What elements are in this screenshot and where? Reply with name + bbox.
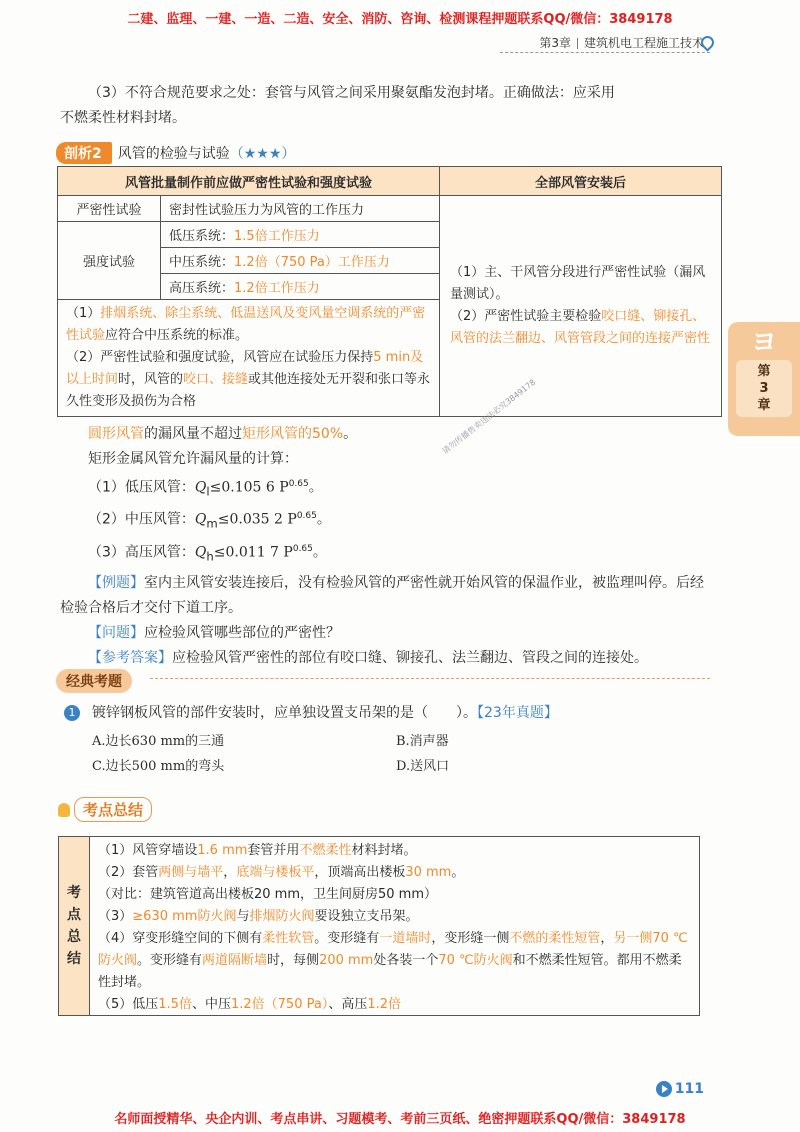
question-stem: 镀锌钢板风管的部件安装时，应单独设置支吊架的是（ ）。【23年真题】	[92, 705, 558, 721]
low-pressure-row: 低压系统：1.5倍工作压力	[161, 222, 440, 248]
table-note-1: （1）排烟系统、除尘系统、低温送风及变风量空调系统的严密性试验应符合中压系统的标准。	[66, 306, 426, 343]
intro-paragraph	[60, 81, 710, 131]
chapter-header	[539, 34, 704, 51]
table-note-2: （2）严密性试验和强度试验，风管应在试验压力保持5 min及以上时间时，风管的咬口、接缝或其他连接处无开裂和张口等永久性变形及损伤为合格	[66, 350, 431, 409]
summary-point-4: （4）穿变形缝空间的下侧有柔性软管。变形缝有一道墙时，变形缝一侧不燃的柔性短管，另一侧70 ℃防火阀。变形缝有两道隔断墙时，每侧200 mm处各装一个70 ℃防火阀和不燃柔性短管。都用不燃柔性封堵。	[98, 931, 688, 990]
after-install-note-1: （1）主、干风管分段进行严密性试验（漏风量测试）。	[450, 265, 706, 302]
example-question: 【例题】室内主风管安装连接后，没有检验风管的严密性就开始风管的保温作业，被监理叫停。后经检验合格后才交付下道工序。	[60, 575, 704, 617]
summary-point-5: （5）低压1.5倍、中压1.2倍（750 Pa）、高压1.2倍	[98, 997, 402, 1012]
difficulty-stars: （★★★）	[229, 146, 296, 162]
page-arrow-icon	[656, 1081, 672, 1097]
table-header-after: 全部风管安装后	[440, 167, 722, 196]
summary-label: 考点总结	[74, 797, 152, 822]
chapter-number: 第3章	[539, 36, 571, 50]
leakage-calc-intro: 矩形金属风管允许漏风量的计算：	[88, 451, 298, 467]
summary-comparison: （对比：建筑管道高出楼板20 mm，卫生间厨房50 mm）	[98, 887, 438, 902]
example-problem: 【问题】应检验风管哪些部位的严密性？	[88, 625, 340, 642]
classic-divider	[150, 678, 710, 679]
spec-table	[57, 166, 722, 417]
formula-high: （3）高压风管：$Q_h\le 0.011$ 7 $P^{0.65}$。	[88, 543, 327, 564]
formula-mid: （2）中压风管：$Q_m\le 0.035$ 2 $P^{0.65}$。	[88, 511, 331, 531]
bottom-banner: 名师面授精华、央企内训、考点串讲、习题模考、考前三页纸、绝密押题联系QQ/微信：3849178	[114, 1112, 686, 1127]
watermark: 请勿传播售卖违法必究3849178	[440, 377, 538, 456]
summary-point-2: （2）套管两侧与墙平，底端与楼板平，顶端高出楼板30 mm。	[98, 865, 465, 880]
intro-line-2: 不燃柔性材料封堵。	[60, 110, 186, 126]
classic-questions-label: 经典考题	[56, 669, 132, 693]
tightness-value: 密封性试验压力为风管的工作压力	[161, 196, 440, 222]
summary-side-label: 考 点 总 结	[59, 837, 90, 1015]
question-number: 1	[64, 705, 80, 721]
after-install-cell	[440, 196, 722, 417]
summary-point-3: （3）≥630 mm防火阀与排烟防火阀要设独立支吊架。	[98, 909, 419, 924]
chapter-side-tab	[728, 322, 800, 436]
formula-low: （1）低压风管：$Q_l\le 0.105$ 6 $P^{0.65}$。	[88, 479, 323, 499]
intro-line-1: （3）不符合规范要求之处：套管与风管之间采用聚氨酯发泡封堵。正确做法：应采用	[88, 85, 615, 101]
strength-label: 强度试验	[58, 222, 161, 300]
high-pressure-row: 高压系统：1.2倍工作压力	[161, 274, 440, 300]
tightness-label: 严密性试验	[58, 196, 161, 222]
chapter-title: 建筑机电工程施工技术	[583, 36, 704, 50]
analysis-title: 风管的检验与试验	[117, 146, 230, 162]
example-answer: 【参考答案】应检验风管严密性的部位有咬口缝、铆接孔、法兰翻边、管段之间的连接处。	[88, 650, 648, 667]
summary-box	[58, 836, 700, 1016]
header-divider	[500, 52, 710, 53]
analysis-heading	[56, 142, 295, 164]
analysis-badge: 剖析2	[56, 142, 112, 164]
top-banner: 二建、监理、一建、一造、二造、安全、消防、咨询、检测课程押题联系QQ/微信：3849178	[127, 12, 673, 27]
summary-body	[90, 837, 699, 1015]
classic-questions-heading	[56, 669, 132, 693]
lightbulb-icon	[58, 803, 70, 817]
option-c: C.边长500 mm的弯头	[92, 759, 225, 774]
option-b: B.消声器	[396, 734, 449, 749]
leakage-rule: 圆形风管的漏风量不超过矩形风管的50%。	[88, 426, 358, 442]
option-d: D.送风口	[396, 759, 450, 774]
leakage-section	[60, 422, 710, 671]
option-a: A.边长630 mm的三通	[92, 734, 225, 749]
mid-pressure-row: 中压系统：1.2倍（750 Pa）工作压力	[161, 248, 440, 274]
chapter-tab-label: 第 3 章	[736, 360, 792, 417]
summary-point-1: （1）风管穿墙设1.6 mm套管并用不燃柔性材料封堵。	[98, 843, 417, 858]
page-number: 111	[656, 1081, 704, 1097]
table-notes	[58, 300, 440, 417]
after-install-note-2: （2）严密性试验主要检验咬口缝、铆接孔、风管的法兰翻边、风管管段之间的连接严密性	[450, 309, 711, 346]
table-header-before: 风管批量制作前应做严密性试验和强度试验	[58, 167, 440, 196]
summary-heading	[58, 797, 152, 822]
chapter-tab-icon: ヨ	[750, 328, 777, 358]
